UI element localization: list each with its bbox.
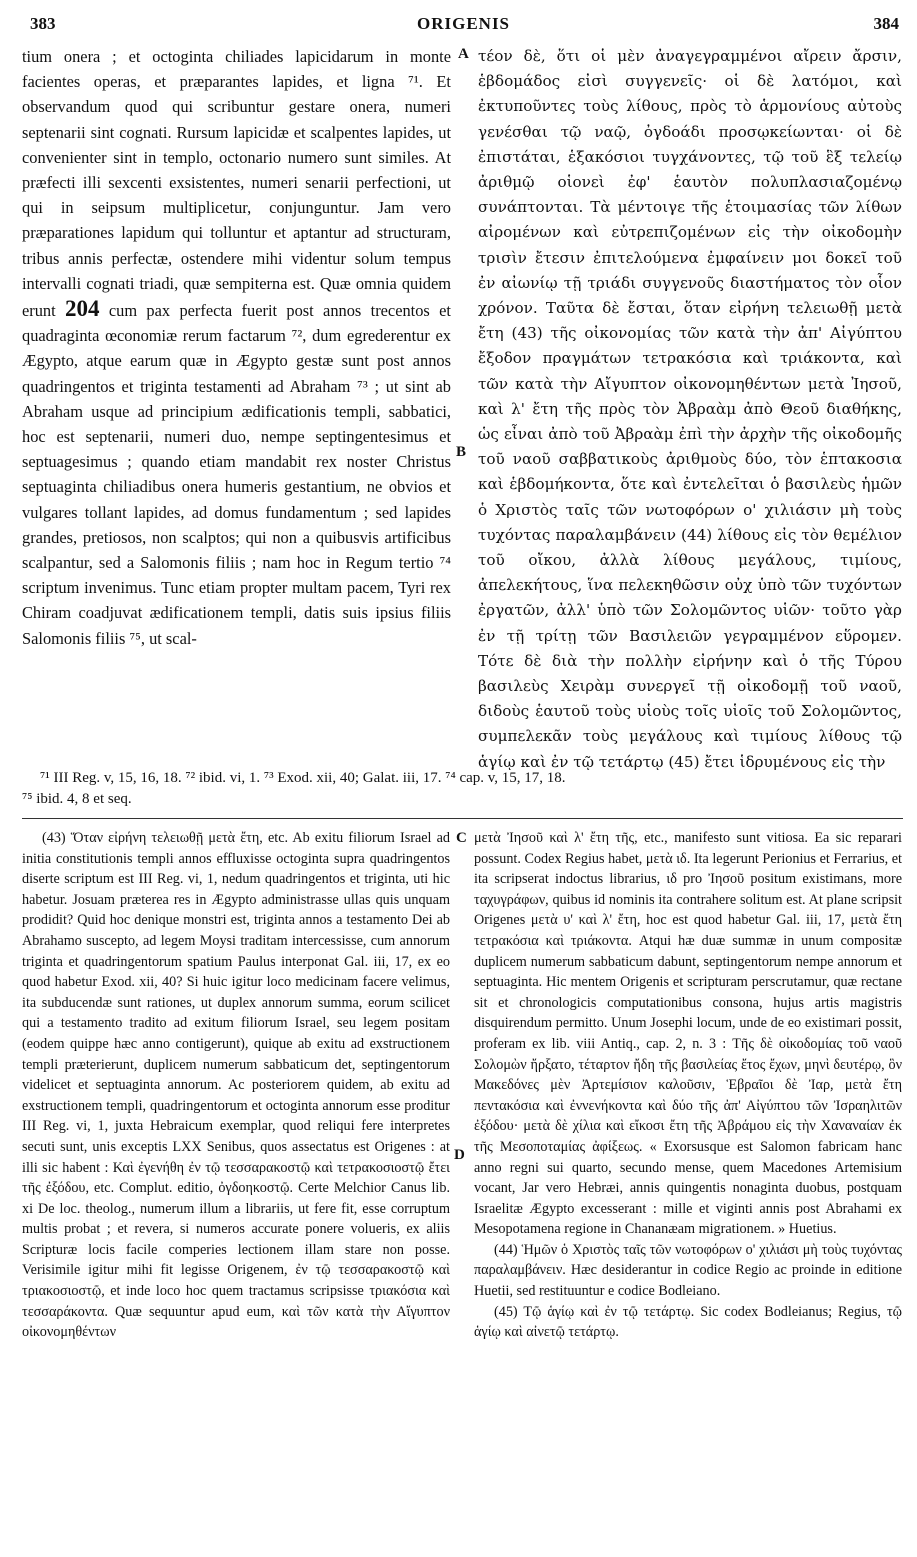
- footnote-line-1: ⁷¹ III Reg. v, 15, 16, 18. ⁷² ibid. vi, 1. ⁷³ Exod. xii, 40; Galat. iii, 17. ⁷⁴ cap. v, 15, 17, 18.: [40, 770, 566, 786]
- margin-letter-a: A: [458, 46, 469, 62]
- note-43-continued: μετὰ Ἰησοῦ καὶ λ' ἔτη τῆς, etc., manifesto sunt vitiosa. Ea sic reparari possunt. Codex Regius habet, μετὰ ιδ. Ita legerunt Perionius et Ferrarius, et ita scripserat indoctus librarius, ιδ pro Ἰησοῦ positum existimans, more ταχυγράφων, quibus id nominis ita contrahere solitum est. At plane scripsit Origenes μετὰ υ' καὶ λ' ἔτη, hoc est quod habetur Gal. iii, 17, μετὰ ἔτη τετρακόσια καὶ τριάκοντα. Atqui hæ duæ summæ in unum compositæ duplicem numerum sabbaticum dabunt, septingentorum nempe annorum et septuaginta. Hic mentem Origenis et scripturam perscrutamur, quæ rectane sit et chronologicis computationibus consona, hujus artis magistris disquirendum permitto. Unum Josephi locum, unde de eo existimari possit, proferam ex lib. viii Antiq., cap. 2, n. 3 : Τῆς δὲ οἰκοδομίας τοῦ ναοῦ Σολομὼν ἤρξατο, τέταρτον ἤδη τῆς βασιλείας ἔτος ἔχων, μηνὶ δευτέρῳ, ὃν Μακεδόνες μὲν Ἀρτεμίσιον καλοῦσιν, Ἑβραῖοι δὲ Ἰαρ, μετὰ ἔτη πεντακόσια καὶ ἐννενήκοντα καὶ δύο τῆς ἀπ' Αἰγύπτου τῶν Ἰσραηλιτῶν ἐξόδου· μετὰ δὲ χίλια καὶ εἴκοσι ἔτη τῆς Ἀβράμου εἰς τὴν Χαναναίαν ἐκ τῆς Μεσοποταμίας ἀφίξεως. « Exorsusque est Salomon fabricam hanc anno regni sui quarto, secundo mense, quem Macedones Artemisium vocant, Jar vero Hebræi, annis quingentis nonaginta duobus, postquam Israelitæ Ægypto excesserant : mille et viginti annis post Abrahami ex Mesopotamena regione in Chananæam migrationem. » Huetius.: [474, 830, 902, 1238]
- page-number-right: 384: [873, 14, 899, 33]
- greek-text-column: [478, 44, 902, 775]
- latin-text-part2: cum pax perfecta fuerit post annos trecentos et quadraginta œconomiæ rerum factarum ⁷², dum egrederentur ex Ægypto, atque earum quæ in Ægypto gestæ sunt post annos quadringentos et triginta testamenti ad Abraham ⁷³ ; ut sint ab Abraham usque ad principium ædificationis templi, sabbatici, hoc est septenarii, numeri duo, nempe septingentesimus et septuagesimus ; quando etiam mandabit rex noster Christus septuaginta chiliadibus onera humeris gestantium, ne obvios et vulgares tollant lapides, ad domus fundamentum ; sed lapides grandes, pretiosos, non scalptos; qui non a quibusvis artificibus scalpantur, sed a Salomonis filiis ; nam hoc in Regum tertio ⁷⁴ scriptum invenimus. Tunc etiam propter multam pacem, Tyri rex Chiram coadjuvat ædificationem templi, datis suis ipsius filiis Salomonis filiis ⁷⁵, ut scal-: [22, 301, 451, 648]
- page-number-left: 383: [30, 14, 56, 33]
- column-reference-number: 204: [65, 296, 100, 322]
- margin-letter-d: D: [454, 1147, 465, 1163]
- separator-rule: [22, 818, 903, 819]
- note-43: (43) Ὅταν εἰρήνη τελειωθῇ μετὰ ἔτη, etc. Ab exitu filiorum Israel ad initia constitutionis templi annos effluxisse octoginta supra quadringentos diserte scriptum est III Reg. vi, 1, nedum quadringentos et triginta, uti hic habetur. Josuam præterea res in Ægypto administrasse ullas quis unquam prodidit? Quid hoc denique monstri est, triginta annos a testamento Dei ab Abrahamo suscepto, ad legem Moysi traditam intercessisse, cum annorum triginta et quadringentorum spatium Paulus interponat Gal. iii, 17, ex eo quod habetur Exod. xii, 40? Si huic igitur loco medicinam facere velimus, ita subducendæ sunt rationes, ut duplex annorum summa, eorum scilicet qui a testamento tradito ad exitum filiorum Israel, seu legem positam (eodem quippe hæc anno contigerunt), quique ab exitu ad exstructionem templi præterierunt, duplicem numerum sabbaticum det, septingentorum videlicet et septuaginta annorum. Ac posteriorem quidem, ab exitu ad exstructionem templi, quadringentorum et octoginta annorum esse proditur III Reg. vi, 1, juxta Hebraicum exemplar, quod reliqui fere interpretes secuti sunt, unis exceptis LXX Senibus, quos assectatus est Origenes : at illi sic habent : Καὶ ἐγενήθη ἐν τῷ τεσσαρακοστῷ καὶ τετρακοσιοστῷ ἔτει τῆς ἐξόδου, etc. Complut. editio, ὀγδοηκοστῷ. Certe Melchior Canus lib. xi De loc. theolog., numerum illum a librariis, ut fere fit, esse corruptum multis probat ; et revera, si numeros accurate ponere volueris, ex aliis Scripturæ locis facile comperies lectionem illam stare non posse. Verisimile igitur mihi fit legisse Origenem, ἐν τῷ τεσσαρακοστῷ καὶ τριακοσιοστῷ, et inde loco hoc quem tractamus scripsisse τριακόσια καὶ τεσσαράκοντα. Quæ sequuntur apud eum, καὶ τῶν κατὰ τὴν Αἴγυπτον οἰκονομηθέντων: [22, 830, 450, 1341]
- latin-text-column: [22, 44, 451, 651]
- notes-left-column: [22, 828, 450, 1343]
- margin-letter-c: C: [456, 830, 467, 846]
- running-header: [24, 14, 903, 40]
- note-44: (44) Ἡμῶν ὁ Χριστὸς ταῖς τῶν νωτοφόρων ο' χιλιάσι μὴ τοὺς τυχόντας παραλαμβάνειν. Hæc desiderantur in codice Regio ac proinde in editione Huetii, sed restituuntur e codice Bodleiano.: [474, 1241, 902, 1300]
- latin-paragraph: [22, 44, 451, 651]
- latin-text-part1: tium onera ; et octoginta chiliades lapicidarum in monte facientes operas, et præparantes lapides, et ligna ⁷¹. Et observandum quod qui scribuntur gestare onera, numeri septenarii sint cognati. Rursum lapicidæ et scalpentes lapides, ut convenienter sint in templo, octonario numero sunt similes. At præfecti illi sexcenti exsistentes, numeri senarii perfectioni, ut qui in seipsum multiplicetur, conjunguntur. Jam vero præparationes lapidum qui tolluntur et aptantur ad structuram, tribus annis perfectæ, ostendere mihi videntur solum tempus intervalli cognati triadi, quæ sempiterna est. Quæ omnia quidem erunt: [22, 47, 451, 321]
- footnotes: [22, 768, 900, 810]
- notes-right-column: [474, 828, 902, 1343]
- margin-letter-b: B: [456, 444, 467, 460]
- footnote-line-2: ⁷⁵ ibid. 4, 8 et seq.: [22, 791, 132, 807]
- note-45: (45) Τῷ ἁγίῳ καὶ ἐν τῷ τετάρτῳ. Sic codex Bodleianus; Regius, τῷ ἁγίῳ καὶ αἰνετῷ τετάρτῳ.: [474, 1303, 902, 1341]
- running-title: ORIGENIS: [416, 14, 511, 33]
- greek-paragraph: τέον δὲ, ὅτι οἱ μὲν ἀναγεγραμμένοι αἴρειν ἄρσιν, ἑβδομάδος εἰσὶ συγγενεῖς· οἱ δὲ λατόμοι, καὶ ἐκτυποῦντες τοὺς λίθους, πρὸς τὸ ἁρμονίους αὐτοὺς γενέσθαι τῷ ναῷ, ὀγδοάδι προσῳκείωνται· οἱ δὲ ἐπιστάται, ἑξακόσιοι τυγχάνοντες, τῷ τοῦ ἓξ τελείῳ ἀριθμῷ οἱονεὶ ἐφ' ἑαυτὸν πολυπλασιαζομένῳ συνάπτονται. Τὰ μέντοιγε τῆς ἑτοιμασίας τῶν λίθων αἰρομένων καὶ εὐτρεπιζομένων εἰς τὴν οἰκοδομὴν τρισὶν ἔτεσιν ἐπιτελούμενα ἐμφαίνειν μοι δοκεῖ τοῦ ἐν αἰωνίῳ τῇ τριάδι συγγενοῦς διαστήματος τὸν οἷον χρόνον. Ταῦτα δὲ ἔσται, ὅταν εἰρήνη τελειωθῇ μετὰ ἔτη (43) τῆς οἰκονομίας τῶν κατὰ τὴν ἀπ' Αἰγύπτου ἔξοδον πραγμάτων τετρακόσια καὶ τριάκοντα, καὶ τῶν κατὰ τὴν Αἴγυπτον οἰκονομηθέντων μετὰ Ἰησοῦ, καὶ λ' ἔτη τῆς πρὸς τὸν Ἀβραὰμ ἀπὸ Θεοῦ διαθήκης, ὡς εἶναι ἀπὸ τοῦ Ἀβραὰμ ἐπὶ τὴν ἀρχὴν τῆς οἰκοδομῆς τοῦ ναοῦ σαββατικοὺς ἀριθμοὺς δύο, τὸν ἑπτακοσια καὶ ἑβδομήκοντα, ὅτε καὶ ἐντελεῖται ὁ βασιλεὺς ἡμῶν ὁ Χριστὸς ταῖς τῶν νωτοφόρων ο' χιλιάσιν μὴ τοὺς τυχόντας παραλαμβάνειν (44) λίθους εἰς τὸν θεμέλιον τοῦ οἴκου, ἀλλὰ λίθους μεγάλους, τιμίους, ἀπελεκήτους, ἵνα πελεκηθῶσιν οὐχ ὑπὸ τῶν τυχόντων ἐργατῶν, ἀλλ' ὑπὸ τῶν Σολομῶντος υἱῶν· τοῦτο γὰρ ἐν τῇ τρίτῃ τῶν Βασιλειῶν γεγραμμένον εὕρομεν. Τότε δὲ διὰ τὴν πολλὴν εἰρήνην καὶ ὁ τῆς Τύρου βασιλεὺς Χειρὰμ συνεργεῖ τῇ οἰκοδομῇ τοῦ ναοῦ, διδοὺς ἑαυτοῦ τοὺς υἱοὺς τοῖς υἱοῖς τοῦ Σολομῶντος, συμπελεκᾶν τοὺς μεγάλους καὶ τιμίους λίθους τῷ ἁγίῳ καὶ ἐν τῷ τετάρτῳ (45) ἔτει ἱδρυμένους εἰς τὴν: [478, 47, 902, 771]
